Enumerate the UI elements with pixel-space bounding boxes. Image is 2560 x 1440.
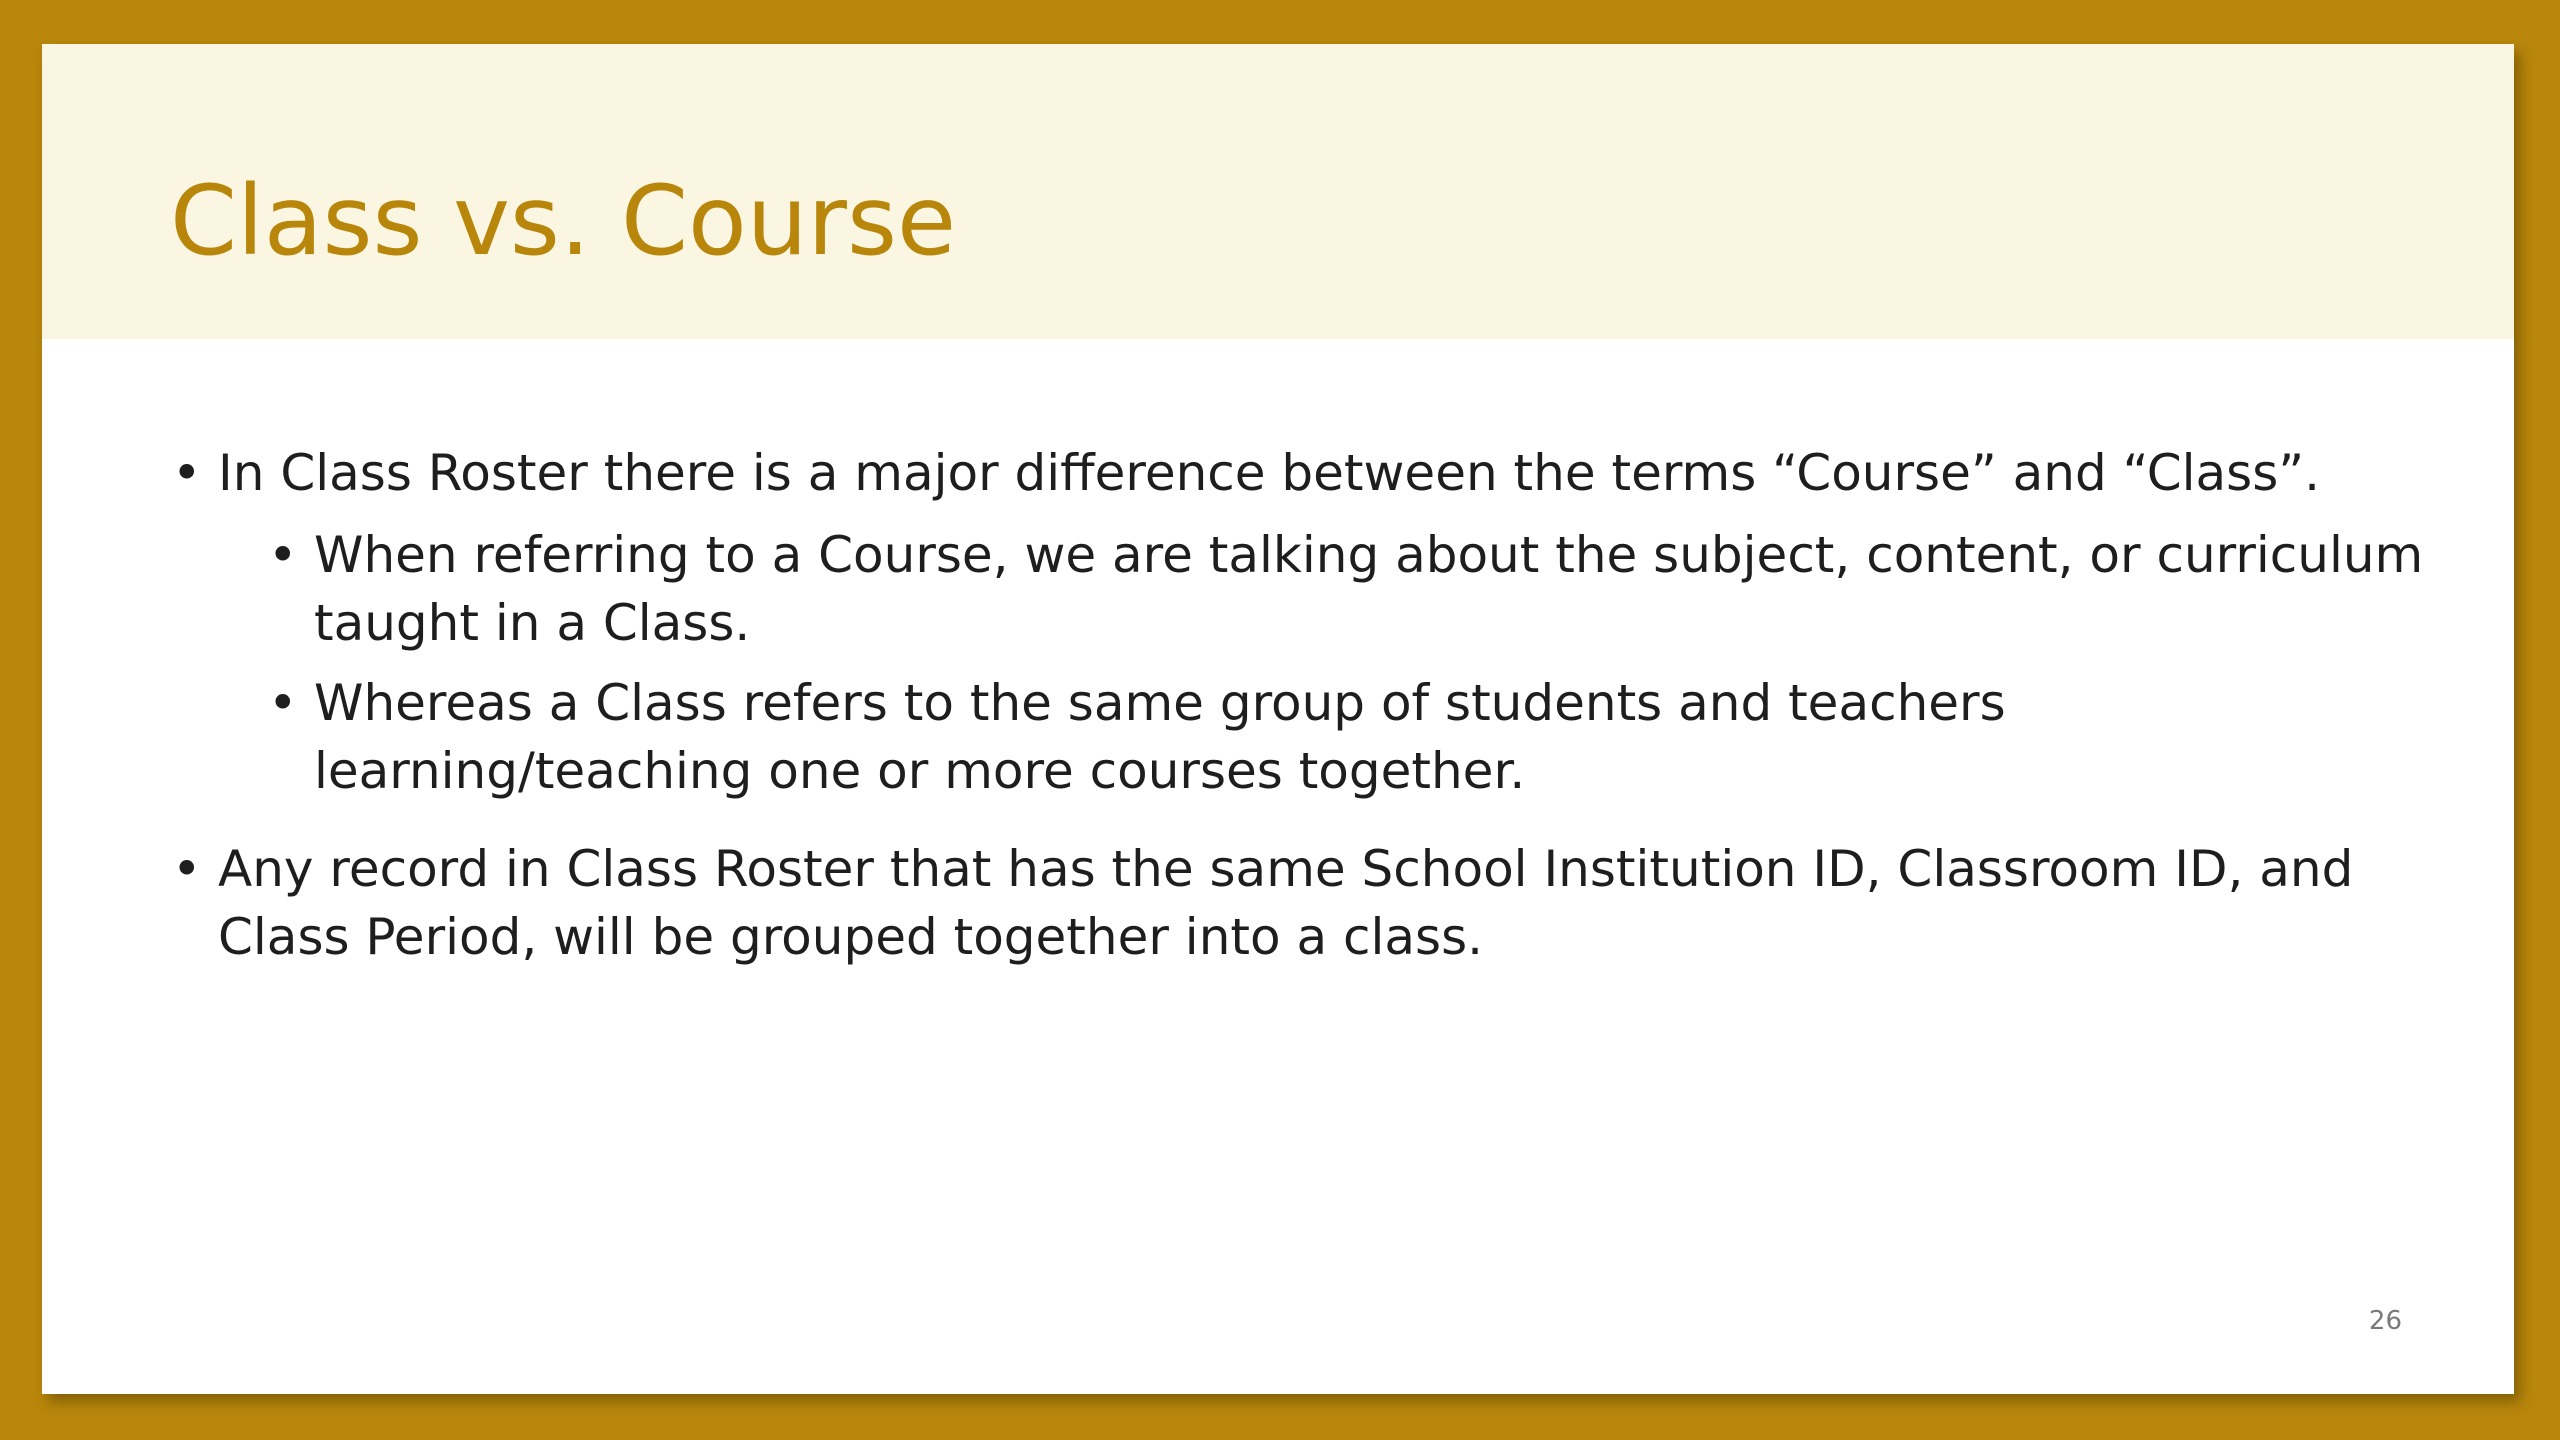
- slide: [42, 44, 2514, 1394]
- slide-title: Class vs. Course: [170, 165, 957, 277]
- slide-content: [170, 439, 2430, 985]
- page-number: 26: [2368, 1306, 2402, 1336]
- title-band: [42, 44, 2514, 339]
- sub-bullet-item: • Whereas a Class refers to the same group of students and teachers learning/teaching one or more courses together.: [266, 669, 2430, 805]
- bullet-item: • Any record in Class Roster that has the same School Institution ID, Classroom ID, and Class Period, will be grouped together into a class.: [170, 835, 2430, 971]
- bullet-list: [170, 439, 2430, 971]
- bullet-item: • In Class Roster there is a major difference between the terms “Course” and “Class”.: [170, 439, 2430, 507]
- sub-bullet-item: • When referring to a Course, we are talking about the subject, content, or curriculum taught in a Class.: [266, 521, 2430, 657]
